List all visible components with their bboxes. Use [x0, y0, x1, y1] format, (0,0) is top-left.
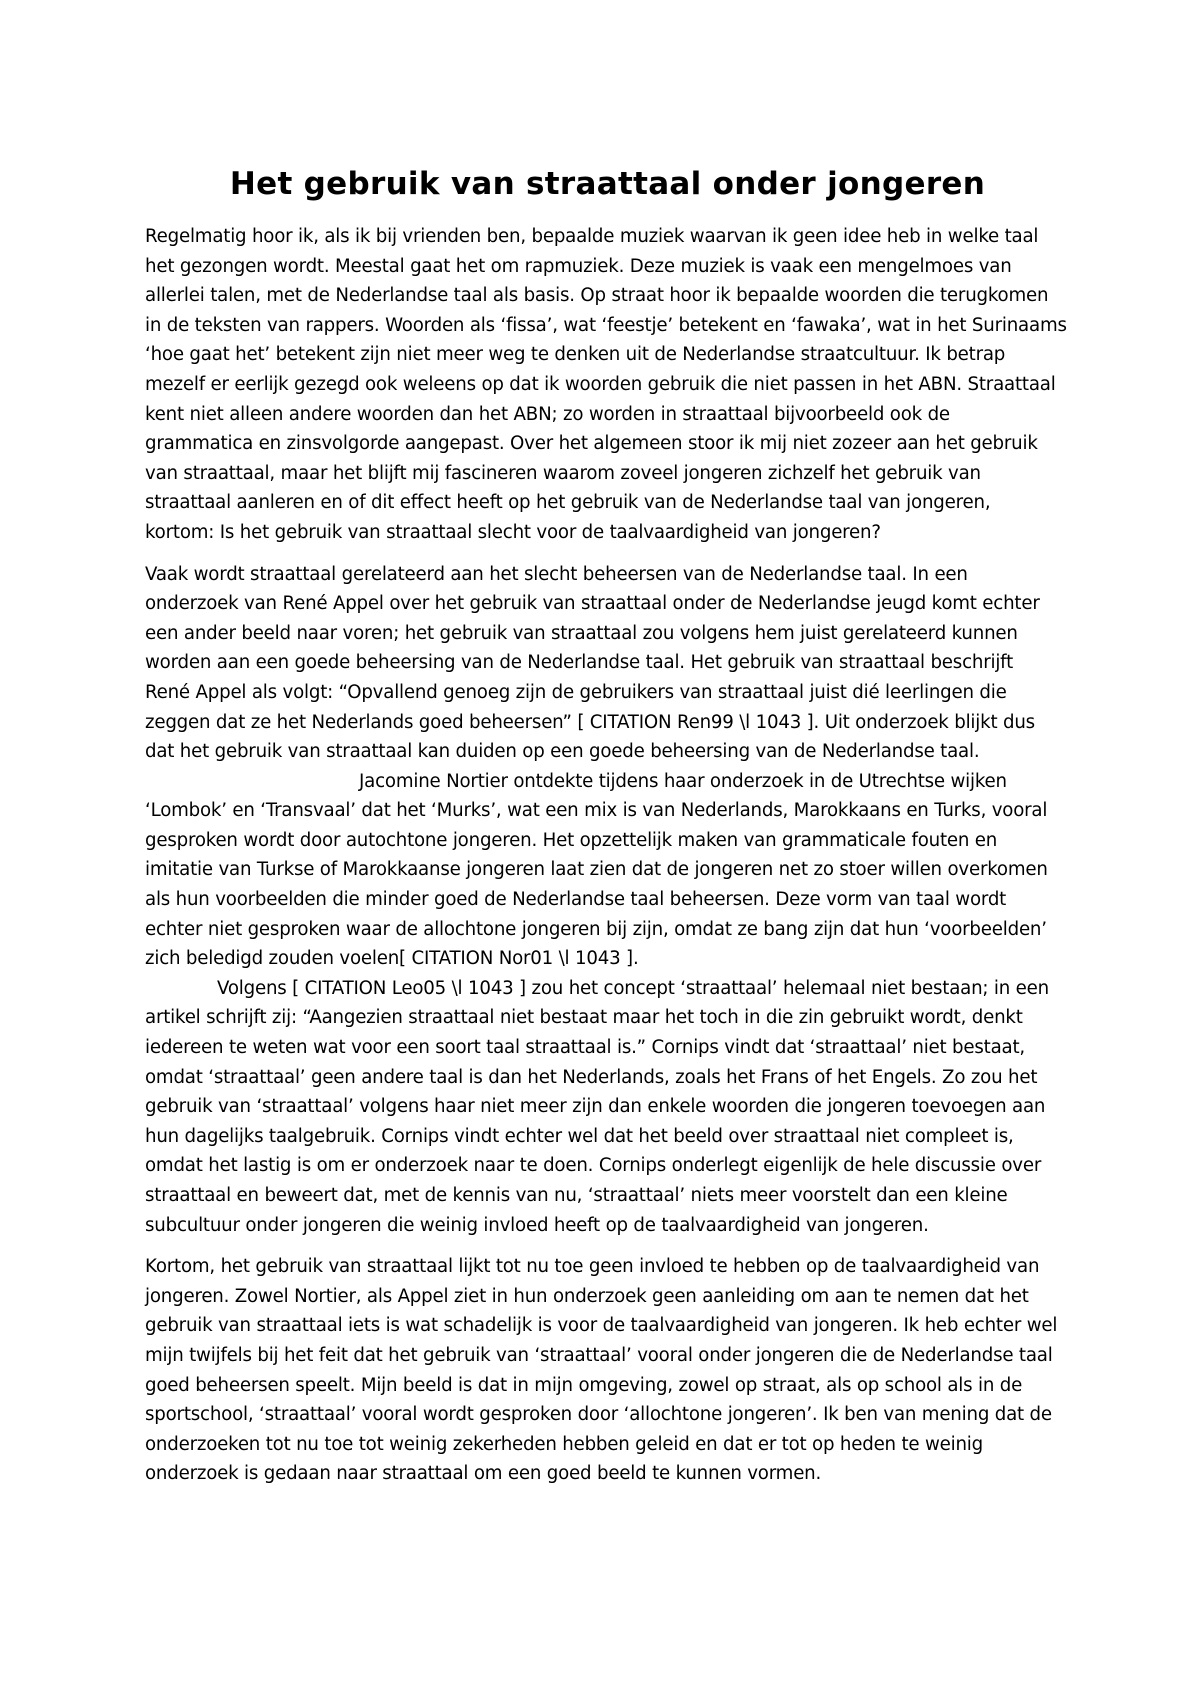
text-line: gebruik van straattaal iets is wat schadelijk is voor de taalvaardigheid van jongeren. Ik heb echter wel — [145, 1315, 1058, 1337]
text-line: omdat het lastig is om er onderzoek naar te doen. Cornips onderlegt eigenlijk de hele discussie over — [145, 1155, 1042, 1177]
text-line: goed beheersen speelt. Mijn beeld is dat in mijn omgeving, zowel op straat, als op school als in de — [145, 1374, 1023, 1396]
text-line: Jacomine Nortier ontdekte tijdens haar onderzoek in de Utrechtse wijken — [359, 770, 1007, 792]
text-line: echter niet gesproken waar de allochtone jongeren bij zijn, omdat ze bang zijn dat hun ‘voorbeelden’ — [145, 918, 1047, 940]
text-line: onderzoek is gedaan naar straattaal om een goed beeld te kunnen vormen. — [145, 1463, 822, 1485]
text-line: mijn twijfels bij het feit dat het gebruik van ‘straattaal’ vooral onder jongeren die de Nederlandse taal — [145, 1344, 1053, 1366]
text-line: een ander beeld naar voren; het gebruik van straattaal zou volgens hem juist gerelateerd kunnen — [145, 622, 1018, 644]
text-line: onderzoeken tot nu toe tot weinig zekerheden hebben geleid en dat er tot op heden te weinig — [145, 1433, 984, 1455]
text-line: iedereen te weten wat voor een soort taal straattaal is.” Cornips vindt dat ‘straattaal’ niet bestaat, — [145, 1037, 1026, 1059]
paragraph-conclusion — [145, 1252, 1070, 1489]
paragraph-cornips — [145, 974, 1070, 1240]
text-line: ‘hoe gaat het’ betekent zijn niet meer weg te denken uit de Nederlandse straatcultuur. Ik betrap — [145, 344, 1006, 366]
text-line: mezelf er eerlijk gezegd ook weleens op dat ik woorden gebruik die niet passen in het ABN. Straattaal — [145, 373, 1056, 395]
paragraph-appel — [145, 560, 1070, 767]
text-line: imitatie van Turkse of Marokkaanse jongeren laat zien dat de jongeren net zo stoer willen overkomen — [145, 859, 1048, 881]
document-body — [145, 162, 1070, 1489]
document-title: Het gebruik van straattaal onder jongeren — [229, 166, 986, 202]
text-line: Regelmatig hoor ik, als ik bij vrienden ben, bepaalde muziek waarvan ik geen idee heb in welke taal — [145, 226, 1039, 247]
text-line: dat het gebruik van straattaal kan duiden op een goede beheersing van de Nederlandse taal. — [145, 741, 980, 763]
text-line: hun dagelijks taalgebruik. Cornips vindt echter wel dat het beeld over straattaal niet compleet is, — [145, 1125, 1014, 1147]
text-line: Volgens [ CITATION Leo05 \l 1043 ] zou het concept ‘straattaal’ helemaal niet bestaan; in een — [217, 977, 1049, 999]
text-line: zeggen dat ze het Nederlands goed beheersen” [ CITATION Ren99 \l 1043 ]. Uit onderzoek blijkt dus — [145, 711, 1035, 733]
text-line: grammatica en zinsvolgorde aangepast. Over het algemeen stoor ik mij niet zozeer aan het gebruik — [145, 433, 1038, 455]
text-line: Vaak wordt straattaal gerelateerd aan het slecht beheersen van de Nederlandse taal. In een — [145, 563, 968, 585]
text-line: onderzoek van René Appel over het gebruik van straattaal onder de Nederlandse jeugd komt echter — [145, 593, 1040, 615]
text-line: straattaal aanleren en of dit effect heeft op het gebruik van de Nederlandse taal van jongeren, — [145, 492, 991, 514]
text-line: ‘Lombok’ en ‘Transvaal’ dat het ‘Murks’, wat een mix is van Nederlands, Marokkaans en Turks, vooral — [145, 800, 1048, 822]
paragraph-nortier — [145, 767, 1070, 974]
text-line: als hun voorbeelden die minder goed de Nederlandse taal beheersen. Deze vorm van taal wordt — [145, 889, 1007, 911]
text-line: René Appel als volgt: “Opvallend genoeg zijn de gebruikers van straattaal juist dié leerlingen die — [145, 681, 1007, 703]
text-line: kortom: Is het gebruik van straattaal slecht voor de taalvaardigheid van jongeren? — [145, 521, 881, 543]
text-line: omdat ‘straattaal’ geen andere taal is dan het Nederlands, zoals het Frans of het Engels. Zo zou het — [145, 1066, 1038, 1088]
paragraph-introduction — [145, 222, 1070, 548]
text-line: artikel schrijft zij: “Aangezien straattaal niet bestaat maar het toch in die zin gebruikt wordt, denkt — [145, 1007, 1023, 1029]
text-line: jongeren. Zowel Nortier, als Appel ziet in hun onderzoek geen aanleiding om aan te nemen dat het — [145, 1285, 1029, 1307]
text-line: van straattaal, maar het blijft mij fascineren waarom zoveel jongeren zichzelf het gebruik van — [145, 462, 981, 484]
text-line: het gezongen wordt. Meestal gaat het om rapmuziek. Deze muziek is vaak een mengelmoes van — [145, 255, 1012, 277]
text-line: in de teksten van rappers. Woorden als ‘fissa’, wat ‘feestje’ betekent en ‘fawaka’, wat in het Surinaams — [145, 314, 1067, 336]
text-line: zich beledigd zouden voelen[ CITATION Nor01 \l 1043 ]. — [145, 948, 639, 970]
text-line: gesproken wordt door autochtone jongeren. Het opzettelijk maken van grammaticale fouten en — [145, 829, 998, 851]
text-line: gebruik van ‘straattaal’ volgens haar niet meer zijn dan enkele woorden die jongeren toevoegen aan — [145, 1096, 1046, 1118]
text-line: straattaal en beweert dat, met de kennis van nu, ‘straattaal’ niets meer voorstelt dan een kleine — [145, 1185, 1008, 1206]
text-line: allerlei talen, met de Nederlandse taal als basis. Op straat hoor ik bepaalde woorden die terugkomen — [145, 285, 1049, 307]
text-line: kent niet alleen andere woorden dan het ABN; zo worden in straattaal bijvoorbeeld ook de — [145, 403, 950, 425]
text-line: subcultuur onder jongeren die weinig invloed heeft op de taalvaardigheid van jongeren. — [145, 1214, 929, 1236]
text-line: worden aan een goede beheersing van de Nederlandse taal. Het gebruik van straattaal beschrijft — [145, 652, 1014, 674]
text-line: Kortom, het gebruik van straattaal lijkt tot nu toe geen invloed te hebben op de taalvaardigheid van — [145, 1256, 1040, 1278]
text-line: sportschool, ‘straattaal’ vooral wordt gesproken door ‘allochtone jongeren’. Ik ben van mening dat de — [145, 1404, 1052, 1426]
